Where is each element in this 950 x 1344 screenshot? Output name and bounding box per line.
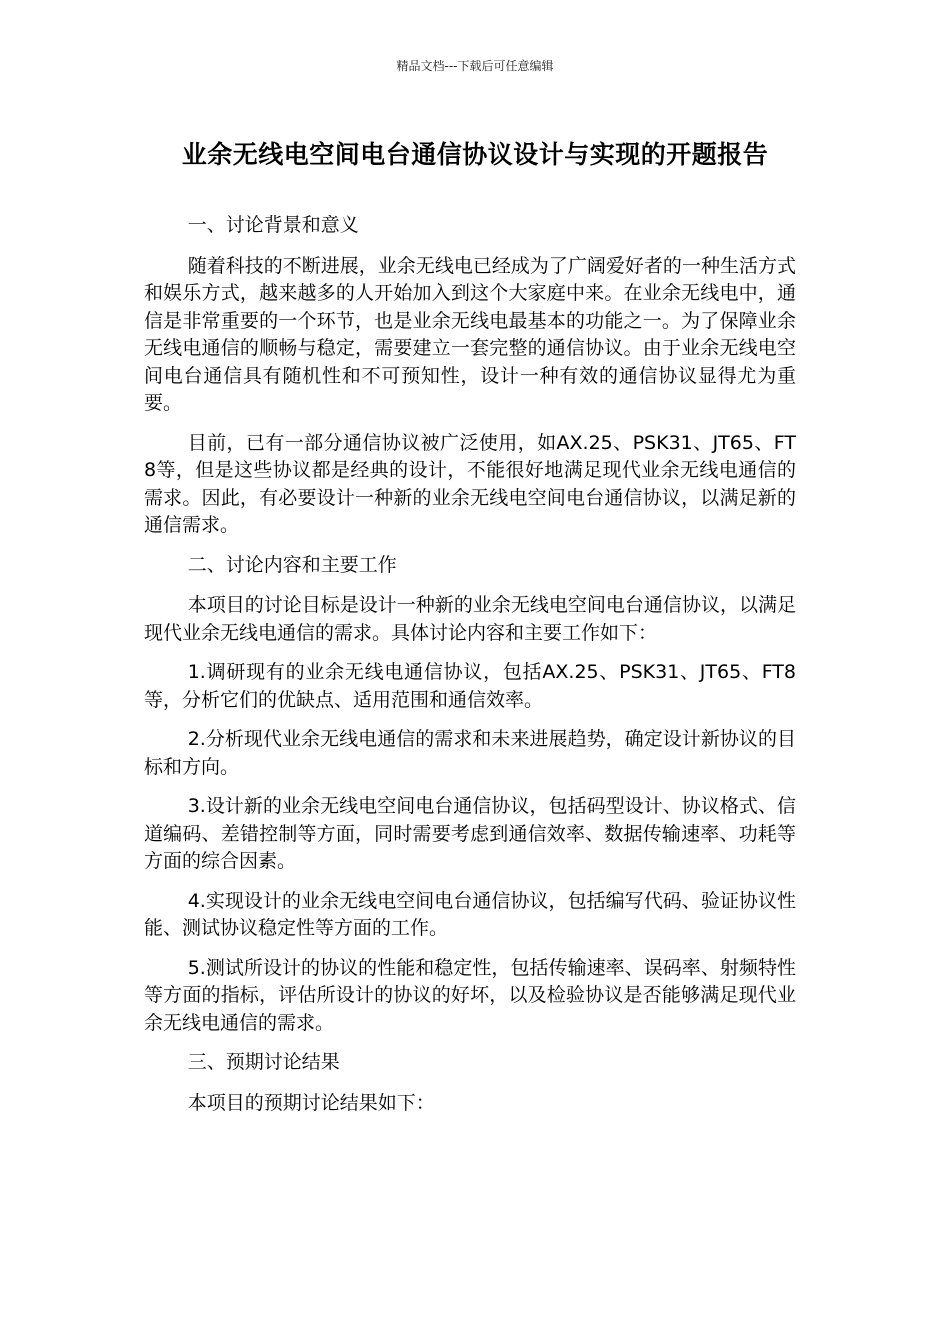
paragraph-expected-results: 本项目的预期讨论结果如下： — [187, 1091, 435, 1114]
list-item-1: 1.调研现有的业余无线电通信协议，包括AX.25、PSK31、JT65、FT8等，分析它们的优缺点、适用范围和通信效率。 — [144, 661, 796, 711]
header-note: 精品文档---下载后可任意编辑 — [396, 59, 554, 73]
document-body — [144, 212, 796, 1129]
section-heading-content: 二、讨论内容和主要工作 — [187, 553, 397, 576]
list-item-3: 3.设计新的业余无线电空间电台通信协议，包括码型设计、协议格式、信道编码、差错控制等方面，同时需要考虑到通信效率、数据传输速率、功耗等方面的综合因素。 — [144, 795, 796, 872]
paragraph-background-2: 目前，已有一部分通信协议被广泛使用，如AX.25、PSK31、JT65、FT8等，但是这些协议都是经典的设计，不能很好地满足现代业余无线电通信的需求。因此，有必要设计一种新的业余无线电空间电台通信协议，以满足新的通信需求。 — [144, 431, 796, 536]
section-heading-expected-results: 三、预期讨论结果 — [187, 1051, 340, 1073]
list-item-2: 2.分析现代业余无线电通信的需求和未来进展趋势，确定设计新协议的目标和方向。 — [144, 728, 796, 778]
list-item-4: 4.实现设计的业余无线电空间电台通信协议，包括编写代码、验证协议性能、测试协议稳定性等方面的工作。 — [144, 889, 796, 939]
paragraph-background-1: 随着科技的不断进展，业余无线电已经成为了广阔爱好者的一种生活方式和娱乐方式，越来越多的人开始加入到这个大家庭中来。在业余无线电中，通信是非常重要的一个环节，也是业余无线电最基本的功能之一。为了保障业余无线电通信的顺畅与稳定，需要建立一套完整的通信协议。由于业余无线电空间电台通信具有随机性和不可预知性，设计一种有效的通信协议显得尤为重要。 — [144, 254, 796, 414]
document-title: 业余无线电空间电台通信协议设计与实现的开题报告 — [181, 140, 769, 169]
paragraph-content-intro: 本项目的讨论目标是设计一种新的业余无线电空间电台通信协议，以满足现代业余无线电通信的需求。具体讨论内容和主要工作如下： — [144, 594, 796, 644]
list-item-5: 5.测试所设计的协议的性能和稳定性，包括传输速率、误码率、射频特性等方面的指标，评估所设计的协议的好坏，以及检验协议是否能够满足现代业余无线电通信的需求。 — [144, 956, 796, 1034]
section-heading-background: 一、讨论背景和意义 — [187, 214, 359, 236]
